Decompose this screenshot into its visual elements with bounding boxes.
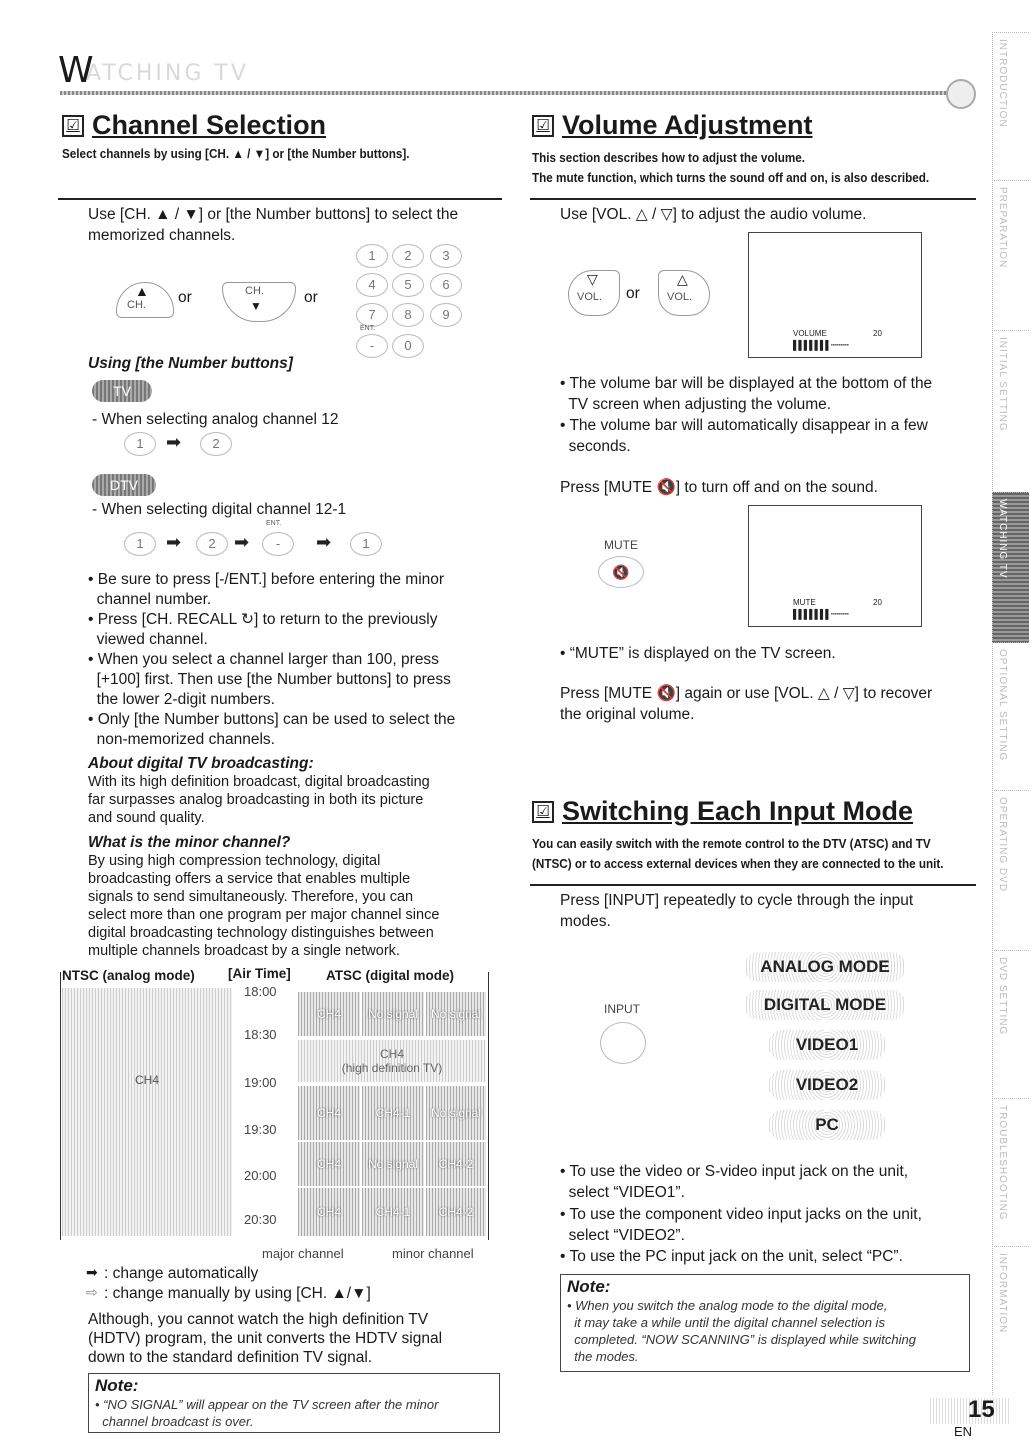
ch-down-button: CH. ▼	[222, 282, 296, 322]
input-bullet: select “VIDEO2”.	[560, 1227, 685, 1244]
channel-bullet: channel number.	[88, 591, 212, 608]
hdtv-text: down to the standard definition TV signal.	[88, 1349, 373, 1366]
number-button-dash: -	[262, 532, 294, 556]
auto-arrow-icon: ➡	[166, 532, 182, 552]
channel-bullet: non-memorized channels.	[88, 731, 275, 748]
cell-ch4-1: CH4-1	[362, 1086, 424, 1140]
checkbox-icon: ☑	[62, 115, 84, 137]
header-title: ATCHING TV	[86, 61, 249, 86]
number-button-1: 1	[124, 532, 156, 556]
input-section-heading: ☑ Switching Each Input Mode	[532, 796, 913, 827]
volume-rule	[530, 198, 976, 200]
cell-ch4: CH4	[298, 992, 360, 1036]
checkbox-icon: ☑	[532, 115, 554, 137]
volume-subtitle: This section describes how to adjust the volume.	[532, 150, 806, 165]
press-mute-text: Press [MUTE 🔇] to turn off and on the sound.	[560, 479, 878, 496]
recover-text: the original volume.	[560, 706, 695, 723]
mode-analog: ANALOG MODE	[744, 952, 906, 982]
minor-heading: What is the minor channel?	[88, 834, 291, 851]
press-input-text: modes.	[560, 913, 611, 930]
input-bullet: select “VIDEO1”.	[560, 1184, 685, 1201]
volume-subtitle: The mute function, which turns the sound off and on, is also described.	[532, 170, 930, 185]
tab-preparation[interactable]: PREPARATION	[992, 180, 1029, 331]
tab-optional-setting[interactable]: OPTIONAL SETTING	[992, 642, 1029, 791]
channel-subtitle: Select channels by using [CH. ▲ / ▼] or [the Number buttons].	[62, 146, 410, 161]
time-label: 20:00	[244, 1168, 277, 1183]
volume-bullet: TV screen when adjusting the volume.	[560, 396, 832, 413]
channel-bullet: [+100] first. Then use [the Number buttons] to press	[88, 671, 451, 688]
channel-rule	[58, 198, 502, 200]
minor-text: By using high compression technology, digital	[88, 853, 381, 869]
mute-screen: MUTE 20 ▌▌▌▌▌▌▌·········	[748, 505, 922, 627]
press-input-text: Press [INPUT] repeatedly to cycle through the input	[560, 892, 914, 909]
cell-ch4-1: CH4-1	[362, 1188, 424, 1236]
recover-text: Press [MUTE 🔇] again or use [VOL. △ / ▽] to recover	[560, 685, 933, 702]
or-text: or	[304, 289, 318, 306]
cell-ch4: CH4	[298, 1142, 360, 1186]
minor-text: digital broadcasting technology distinguishes between	[88, 925, 434, 941]
minor-text: select more than one program per major channel since	[88, 907, 440, 923]
mode-digital: DIGITAL MODE	[744, 990, 906, 1020]
channel-note-box: Note: • “NO SIGNAL” will appear on the TV screen after the minor channel broadcast is over.	[88, 1373, 500, 1433]
manual-arrow-icon: ⇨	[86, 1284, 98, 1300]
number-button-3: 3	[430, 244, 462, 268]
ntsc-label: NTSC (analog mode)	[62, 968, 195, 983]
number-button-1: 1	[350, 532, 382, 556]
cell-ch4: CH4	[298, 1188, 360, 1236]
header-dot-icon	[946, 79, 976, 109]
tab-troubleshooting[interactable]: TROUBLESHOOTING	[992, 1098, 1029, 1247]
number-button-2: 2	[200, 432, 232, 456]
minor-channel-label: minor channel	[392, 1246, 474, 1261]
tab-watching-tv[interactable]: WATCHING TV	[992, 492, 1029, 643]
cell-hdtv: CH4 (high definition TV)	[298, 1040, 486, 1082]
using-number-heading: Using [the Number buttons]	[88, 355, 293, 372]
minor-text: signals to send simultaneously. Therefore, you can	[88, 889, 414, 905]
auto-arrow-icon: ➡	[166, 432, 182, 452]
auto-arrow-icon: ➡	[316, 532, 332, 552]
volume-screen: VOLUME 20 ▌▌▌▌▌▌▌·········	[748, 232, 922, 358]
input-note-box: Note: • When you switch the analog mode to the digital mode, it may take a while until the digital channel selection is completed. “NOW SCANNING” is displayed while switching the modes.	[560, 1274, 970, 1372]
about-text: With its high definition broadcast, digital broadcasting	[88, 774, 430, 790]
tv-pill: TV	[92, 380, 152, 402]
input-subtitle: (NTSC) or to access external devices when they are connected to the unit.	[532, 856, 944, 871]
input-label: INPUT	[604, 1002, 640, 1016]
page-number: 15	[968, 1396, 995, 1423]
or-text: or	[178, 289, 192, 306]
number-button-dash: -	[356, 334, 388, 358]
volume-bar: ▌▌▌▌▌▌▌·········	[793, 609, 849, 619]
analog-ch4-label: CH4	[134, 1073, 159, 1087]
number-button-8: 8	[392, 303, 424, 327]
header-rule	[60, 91, 956, 95]
tab-dvd-setting[interactable]: DVD SETTING	[992, 950, 1029, 1099]
input-subtitle: You can easily switch with the remote control to the DTV (ATSC) and TV	[532, 836, 931, 851]
about-heading: About digital TV broadcasting:	[88, 755, 314, 772]
cell-nosignal: No signal	[426, 1086, 486, 1140]
channel-bullet: • Only [the Number buttons] can be used to select the	[88, 711, 456, 728]
tab-initial-setting[interactable]: INITIAL SETTING	[992, 330, 1029, 493]
atsc-label: ATSC (digital mode)	[326, 968, 454, 983]
channel-bullet: • Be sure to press [-/ENT.] before entering the minor	[88, 571, 445, 588]
number-button-4: 4	[356, 273, 388, 297]
ch-up-button: ▲ CH.	[116, 282, 174, 318]
number-button-7: 7	[356, 303, 388, 327]
cell-ch4: CH4	[298, 1086, 360, 1140]
channel-use-line2: memorized channels.	[88, 227, 236, 244]
tab-introduction[interactable]: INTRODUCTION	[992, 32, 1029, 181]
mute-button-icon: 🔇	[598, 556, 644, 588]
input-button-icon	[600, 1022, 646, 1064]
cell-ch4-2: CH4-2	[426, 1142, 486, 1186]
page-lang: EN	[954, 1424, 973, 1439]
cell-nosignal: No signal	[362, 1142, 424, 1186]
number-button-1: 1	[124, 432, 156, 456]
mute-bullet: • “MUTE” is displayed on the TV screen.	[560, 645, 836, 662]
major-channel-label: major channel	[262, 1246, 344, 1261]
or-text: or	[626, 285, 640, 302]
mode-video1: VIDEO1	[768, 1030, 886, 1060]
number-button-2: 2	[196, 532, 228, 556]
mute-label: MUTE	[604, 538, 638, 552]
air-time-label: [Air Time]	[228, 966, 291, 981]
mode-pc: PC	[768, 1110, 886, 1140]
time-label: 19:30	[244, 1122, 277, 1137]
tab-operating-dvd[interactable]: OPERATING DVD	[992, 790, 1029, 951]
hdtv-text: (HDTV) program, the unit converts the HDTV signal	[88, 1330, 443, 1347]
time-label: 18:30	[244, 1027, 277, 1042]
channel-use-line1: Use [CH. ▲ / ▼] or [the Number buttons] to select the	[88, 206, 459, 223]
mode-video2: VIDEO2	[768, 1070, 886, 1100]
ent-label: ENT.	[360, 325, 376, 332]
volume-section-heading: ☑ Volume Adjustment	[532, 110, 813, 141]
cell-ch4-2: CH4-2	[426, 1188, 486, 1236]
analog-ch4-block	[62, 988, 232, 1236]
channel-bullet: the lower 2-digit numbers.	[88, 691, 275, 708]
header-initial: W	[58, 50, 94, 91]
checkbox-icon: ☑	[532, 801, 554, 823]
input-bullet: • To use the PC input jack on the unit, select “PC”.	[560, 1248, 903, 1265]
analog-example: - When selecting analog channel 12	[92, 411, 339, 428]
number-button-9: 9	[430, 303, 462, 327]
auto-arrow-icon: ➡	[86, 1264, 98, 1280]
about-text: far surpasses analog broadcasting in both its picture	[88, 792, 424, 808]
cell-nosignal: No signal	[426, 992, 486, 1036]
volume-bullet: • The volume bar will be displayed at the bottom of the	[560, 375, 933, 392]
input-bullet: • To use the component video input jacks on the unit,	[560, 1206, 922, 1223]
about-text: and sound quality.	[88, 810, 205, 826]
number-button-5: 5	[392, 273, 424, 297]
time-label: 19:00	[244, 1075, 277, 1090]
hdtv-text: Although, you cannot watch the high definition TV	[88, 1311, 429, 1328]
tab-information[interactable]: INFORMATION	[992, 1246, 1029, 1395]
volume-bullet: • The volume bar will automatically disappear in a few	[560, 417, 928, 434]
minor-text: broadcasting offers a service that enables multiple	[88, 871, 411, 887]
volume-bar: ▌▌▌▌▌▌▌·········	[793, 340, 849, 350]
time-label: 18:00	[244, 984, 277, 999]
cell-nosignal: No signal	[362, 992, 424, 1036]
channel-bullet: • When you select a channel larger than 100, press	[88, 651, 439, 668]
vol-up-button: △ VOL.	[658, 270, 710, 316]
channel-bullet: viewed channel.	[88, 631, 208, 648]
ent-label: ENT.	[266, 520, 282, 527]
volume-bullet: seconds.	[560, 438, 631, 455]
channel-section-heading: ☑ Channel Selection	[62, 110, 326, 141]
vol-down-button: ▽ VOL.	[568, 270, 620, 316]
input-rule	[530, 884, 976, 886]
volume-use-line: Use [VOL. △ / ▽] to adjust the audio volume.	[560, 206, 867, 223]
minor-text: multiple channels broadcast by a single network.	[88, 943, 400, 959]
digital-example: - When selecting digital channel 12-1	[92, 501, 347, 518]
input-bullet: • To use the video or S-video input jack on the unit,	[560, 1163, 909, 1180]
dtv-pill: DTV	[92, 474, 156, 496]
channel-bullet: • Press [CH. RECALL ↻] to return to the previously	[88, 611, 438, 628]
auto-arrow-icon: ➡	[234, 532, 250, 552]
legend-manual: : change manually by using [CH. ▲/▼]	[104, 1285, 371, 1302]
number-button-6: 6	[430, 273, 462, 297]
number-button-0: 0	[392, 334, 424, 358]
number-button-1: 1	[356, 244, 388, 268]
time-label: 20:30	[244, 1212, 277, 1227]
legend-auto: : change automatically	[104, 1265, 259, 1282]
number-button-2: 2	[392, 244, 424, 268]
